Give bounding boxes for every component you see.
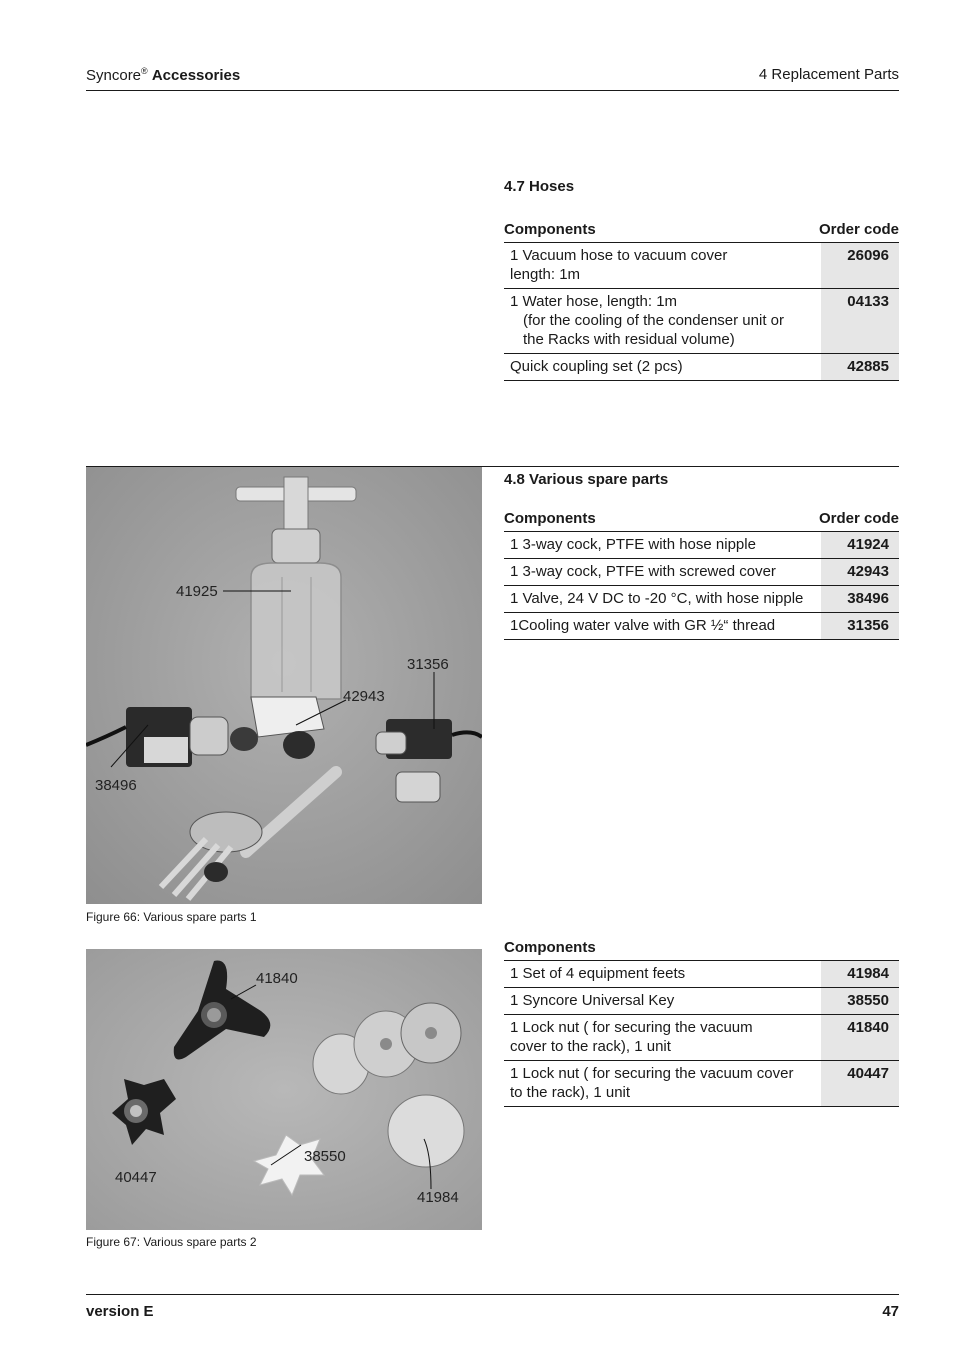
component-cell: 1 3-way cock, PTFE with screwed cover xyxy=(504,559,821,586)
order-code-cell: 41984 xyxy=(821,961,899,988)
component-text: cover to the rack), 1 unit xyxy=(510,1038,671,1055)
order-code-cell: 41924 xyxy=(821,532,899,559)
page-number: 47 xyxy=(882,1303,899,1320)
component-cell: 1Cooling water valve with GR ½“ thread xyxy=(504,613,821,640)
running-header-chapter: 4 Replacement Parts xyxy=(758,66,899,83)
callout-label: 31356 xyxy=(407,656,449,673)
callout-label: 38496 xyxy=(95,777,137,794)
spare-col-components: Components xyxy=(504,510,596,527)
table-row xyxy=(504,961,899,988)
section-title-hoses: 4.7 Hoses xyxy=(504,178,575,195)
hoses-table xyxy=(504,242,899,381)
component-text: 1 Lock nut ( for securing the vacuum xyxy=(510,1019,753,1036)
callout-label: 38550 xyxy=(304,1148,346,1165)
figure-67-illustration xyxy=(86,949,482,1230)
registered-mark: ® xyxy=(141,66,148,76)
figure-67-caption: Figure 67: Various spare parts 2 xyxy=(86,1235,257,1249)
order-code-cell: 41840 xyxy=(821,1015,899,1061)
component-cell: Quick coupling set (2 pcs) xyxy=(504,354,821,381)
table-row xyxy=(504,1061,899,1107)
component-text: (for the cooling of the condenser unit or xyxy=(523,312,784,329)
spare2-col-components: Components xyxy=(504,939,596,956)
component-text: 1 Vacuum hose to vacuum cover xyxy=(510,247,728,264)
component-text: to the rack), 1 unit xyxy=(510,1084,631,1101)
order-code-cell: 38550 xyxy=(821,988,899,1015)
figure-67-photo xyxy=(86,949,482,1230)
spare-parts-table-2 xyxy=(504,960,899,1107)
order-code-cell: 04133 xyxy=(821,289,899,354)
component-cell xyxy=(504,243,821,289)
brand-name: Syncore xyxy=(86,67,142,84)
order-code-cell: 31356 xyxy=(821,613,899,640)
table-row xyxy=(504,532,899,559)
header-rule xyxy=(86,90,899,91)
order-code-cell: 26096 xyxy=(821,243,899,289)
figure-66-illustration xyxy=(86,467,482,904)
order-code-cell: 38496 xyxy=(821,586,899,613)
callout-label: 41925 xyxy=(176,583,218,600)
order-code-cell: 42885 xyxy=(821,354,899,381)
manual-title: Accessories xyxy=(151,67,241,84)
component-cell: 1 Valve, 24 V DC to -20 °C, with hose nipple xyxy=(504,586,821,613)
component-cell xyxy=(504,1061,821,1107)
footer-rule xyxy=(86,1294,899,1295)
component-text: 1 Water hose, length: 1m xyxy=(510,293,678,310)
table-row xyxy=(504,289,899,354)
order-code-cell: 42943 xyxy=(821,559,899,586)
table-row xyxy=(504,559,899,586)
table-row xyxy=(504,586,899,613)
table-row xyxy=(504,613,899,640)
order-code-cell: 40447 xyxy=(821,1061,899,1107)
footer-version: version E xyxy=(86,1303,154,1320)
section-title-spare-parts: 4.8 Various spare parts xyxy=(504,471,669,488)
component-text: 1 Lock nut ( for securing the vacuum cover xyxy=(510,1065,794,1082)
component-cell: 1 3-way cock, PTFE with hose nipple xyxy=(504,532,821,559)
component-text: the Racks with residual volume) xyxy=(523,331,735,348)
spare-parts-table xyxy=(504,531,899,640)
table-row xyxy=(504,354,899,381)
callout-label: 42943 xyxy=(343,688,385,705)
component-cell: 1 Syncore Universal Key xyxy=(504,988,821,1015)
running-header-title xyxy=(86,66,240,84)
figure-66-photo xyxy=(86,467,482,904)
table-row xyxy=(504,1015,899,1061)
callout-label: 41840 xyxy=(256,970,298,987)
component-cell xyxy=(504,289,821,354)
figure-66-caption: Figure 66: Various spare parts 1 xyxy=(86,910,257,924)
table-row xyxy=(504,243,899,289)
hoses-col-order-code: Order code xyxy=(818,221,899,238)
callout-label: 41984 xyxy=(417,1189,459,1206)
component-text: length: 1m xyxy=(510,266,581,283)
hoses-col-components: Components xyxy=(504,221,596,238)
component-cell xyxy=(504,1015,821,1061)
spare-col-order-code: Order code xyxy=(818,510,899,527)
table-row xyxy=(504,988,899,1015)
callout-label: 40447 xyxy=(115,1169,157,1186)
component-cell: 1 Set of 4 equipment feets xyxy=(504,961,821,988)
